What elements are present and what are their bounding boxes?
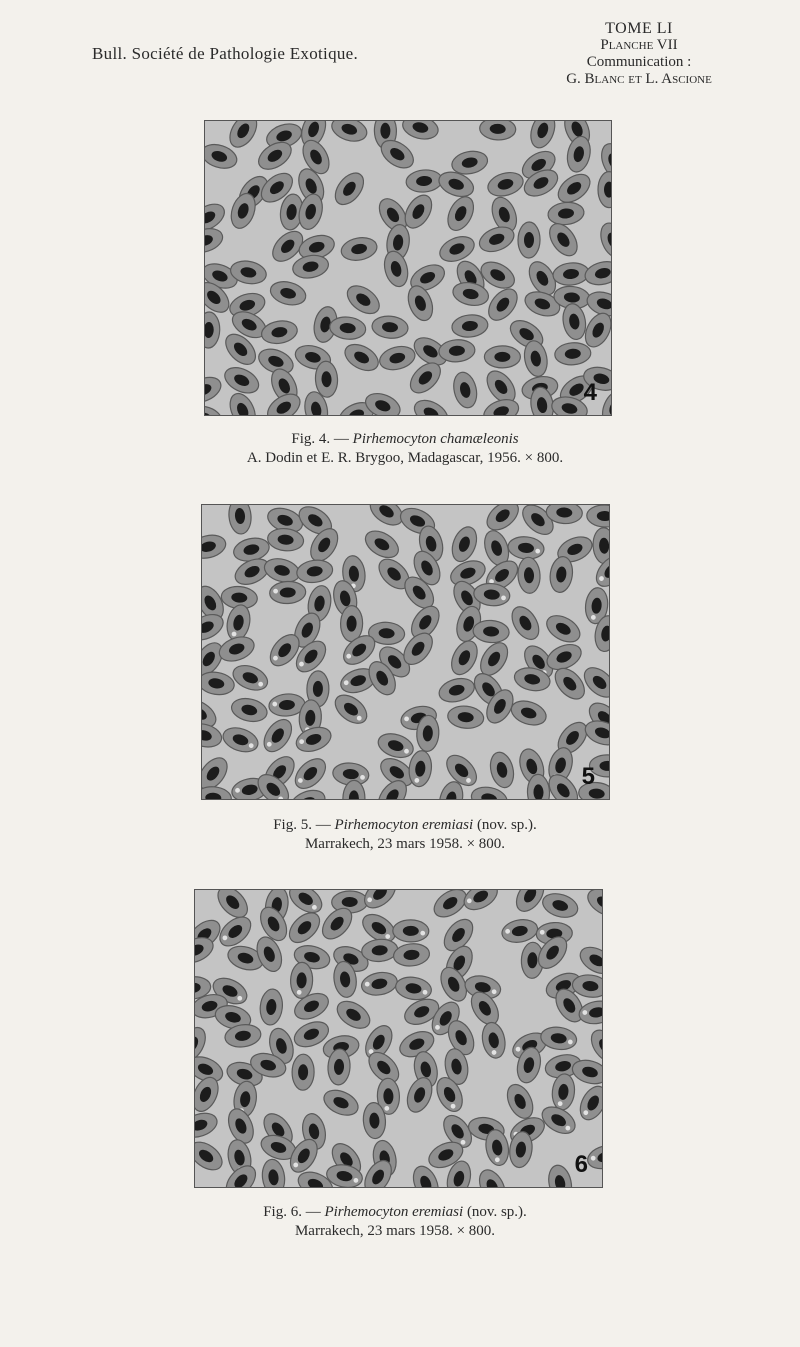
figure-5-caption-line1 [180, 816, 630, 835]
tome-label: TOME LI [605, 20, 673, 37]
figure-4-photo [204, 120, 612, 416]
figure-6-caption [170, 1203, 620, 1241]
figure-6-photo [194, 889, 603, 1188]
communication-label: Communication : [586, 54, 692, 70]
figure-5-photo [201, 504, 610, 800]
journal-title: Bull. Société de Pathologie Exotique. [92, 44, 359, 63]
figure-5-prefix: Fig. 5. — [273, 817, 335, 833]
blood-smear-image-4 [205, 121, 611, 415]
figure-6-caption-line2: Marrakech, 23 mars 1958. × 800. [294, 1223, 496, 1239]
blood-smear-image-5 [202, 505, 609, 799]
figure-5-number: 5 [581, 763, 595, 790]
authors-label: G. Blanc et L. Ascione [566, 71, 712, 87]
figure-5-species: Pirhemocyton eremiasi [334, 817, 474, 833]
figure-4-caption-line2: A. Dodin et E. R. Brygoo, Madagascar, 1956. × 800. [246, 450, 564, 466]
figure-6-prefix: Fig. 6. — [263, 1204, 325, 1220]
figure-5-caption-line2: Marrakech, 23 mars 1958. × 800. [304, 836, 506, 852]
figure-4-species: Pirhemocyton chamæleonis [352, 431, 519, 447]
figure-6-number: 6 [574, 1151, 588, 1178]
figure-4-prefix: Fig. 4. — [291, 431, 353, 447]
figure-4-number: 4 [583, 379, 597, 406]
figure-6-suffix: (nov. sp.). [463, 1204, 527, 1220]
plate-info [544, 20, 734, 88]
figure-5-caption [180, 816, 630, 854]
figure-4-caption-line1 [180, 430, 630, 449]
blood-smear-image-6 [195, 890, 602, 1187]
figure-6-species: Pirhemocyton eremiasi [324, 1204, 464, 1220]
figure-5-suffix: (nov. sp.). [473, 817, 537, 833]
planche-label: Planche VII [600, 37, 678, 53]
figure-4-caption [180, 430, 630, 468]
figure-6-caption-line1 [170, 1203, 620, 1222]
